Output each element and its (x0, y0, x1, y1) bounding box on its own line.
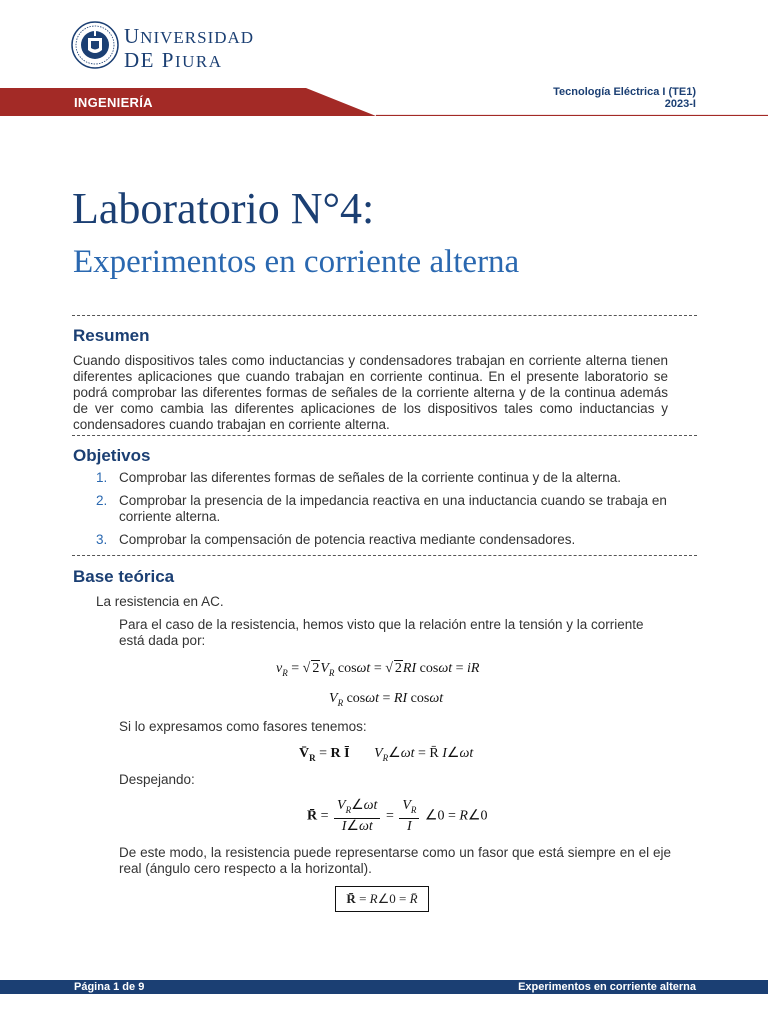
section-heading-resumen: Resumen (73, 326, 150, 345)
base-paragraph-1: Para el caso de la resistencia, hemos visto que la relación entre la tensión y la corriente está dada por: (119, 617, 644, 648)
university-name-line1: UNIVERSIDAD (124, 24, 255, 48)
university-seal-icon (70, 16, 120, 74)
base-paragraph-2: Si lo expresamos como fasores tenemos: (119, 719, 367, 734)
page-number: Página 1 de 9 (74, 981, 145, 993)
resumen-text: Cuando dispositivos tales como inductancias y condensadores trabajan en corriente alterna tienen diferentes aplicaciones que cuando trabajan en corriente continua. En el presente laboratorio se podrá comprobar las diferentes formas de señales de la corriente alterna y de la continua además de ver como cambia las diferentes aplicaciones de los dispositivos tales como inductancias y condensadores cuando trabajan en corriente alterna. (73, 353, 668, 432)
equation-vr-cos: $V_R$ cosωt = RI cosωt (329, 691, 444, 708)
footer-title: Experimentos en corriente alterna (518, 981, 696, 993)
list-item: 1. Comprobar las diferentes formas de señales de la corriente continua y de la alterna. (96, 470, 622, 485)
base-intro: La resistencia en AC. (96, 594, 224, 609)
course-name: Tecnología Eléctrica I (TE1) (553, 86, 696, 98)
course-info (553, 86, 696, 110)
boxed-equation: R̄ = R∠0 = R̄ (335, 886, 429, 912)
base-paragraph-3: Despejando: (119, 772, 195, 787)
university-name-line2: DE PIURA (124, 48, 223, 72)
divider (72, 435, 697, 436)
equation-vr: $v_R$ = √ $2V_R$ cosωt = √ 2RI cosωt = iR (276, 661, 480, 678)
page-title: Laboratorio N°4: (72, 184, 375, 233)
equation-despejando: R̄ = $\frac{V_R\angle\omega t}{I\angle\omega t}$ = $\frac{V_R}{I}$ ∠0 = R∠0 (307, 798, 488, 834)
faculty-label: INGENIERÍA (74, 95, 153, 110)
page-subtitle: Experimentos en corriente alterna (73, 244, 520, 280)
list-item: 3. Comprobar la compensación de potencia reactiva mediante condensadores. (96, 532, 576, 547)
course-term: 2023-I (664, 98, 696, 110)
equation-phasor: $V̄_R = R$ Ī $V_R\angle\omega t$ = R̄ I∠ωt (299, 746, 474, 763)
divider (72, 555, 697, 556)
divider (72, 315, 697, 316)
section-heading-base-teorica: Base teórica (73, 567, 175, 586)
objectives-list (73, 470, 673, 555)
base-paragraph-4: De este modo, la resistencia puede representarse como un fasor que está siempre en el eje real (ángulo cero respecto a la horizontal). (119, 845, 671, 876)
section-heading-objetivos: Objetivos (73, 446, 151, 465)
university-logo (70, 14, 255, 76)
list-item: 2. Comprobar la presencia de la impedancia reactiva en una inductancia cuando se trabaja en corriente alterna. (96, 493, 667, 524)
